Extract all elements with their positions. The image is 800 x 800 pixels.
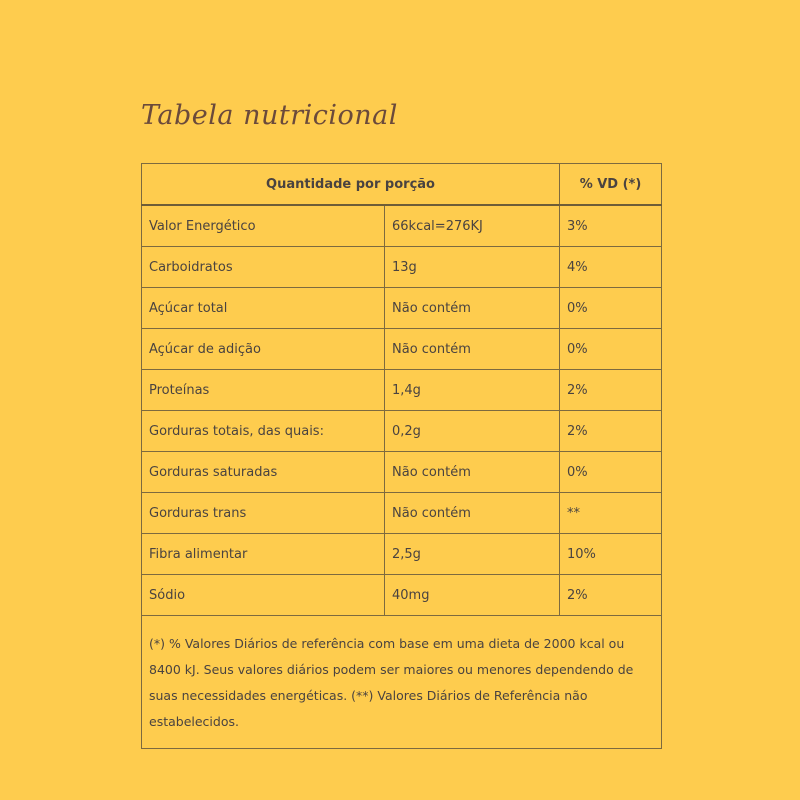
nutrition-table <box>141 163 662 749</box>
nutrient-amount: Não contém <box>385 493 560 534</box>
header-daily-value: % VD (*) <box>560 164 662 206</box>
nutrient-amount: 1,4g <box>385 370 560 411</box>
nutrient-amount: 40mg <box>385 575 560 616</box>
nutrient-amount: Não contém <box>385 288 560 329</box>
nutrient-name: Sódio <box>142 575 385 616</box>
nutrient-daily-value: 2% <box>560 575 662 616</box>
nutrient-daily-value: 0% <box>560 452 662 493</box>
nutrient-name: Gorduras totais, das quais: <box>142 411 385 452</box>
table-row <box>142 534 662 575</box>
table-row <box>142 205 662 247</box>
nutrient-daily-value: 0% <box>560 329 662 370</box>
table-row <box>142 370 662 411</box>
table-row <box>142 288 662 329</box>
footnote-text: (*) % Valores Diários de referência com base em uma dieta de 2000 kcal ou 8400 kJ. Seus valores diários podem ser maiores ou menores dependendo de suas necessidades energéticas. (**) Valores Diários de Referência não estabelecidos. <box>142 616 662 749</box>
nutrient-name: Açúcar total <box>142 288 385 329</box>
nutrient-daily-value: 2% <box>560 370 662 411</box>
nutrient-name: Carboidratos <box>142 247 385 288</box>
nutrient-daily-value: 0% <box>560 288 662 329</box>
nutrient-name: Valor Energético <box>142 205 385 247</box>
nutrient-daily-value: 10% <box>560 534 662 575</box>
nutrient-name: Gorduras saturadas <box>142 452 385 493</box>
page-title: Tabela nutricional <box>141 100 398 131</box>
nutrient-daily-value: 2% <box>560 411 662 452</box>
nutrient-amount: 13g <box>385 247 560 288</box>
table-row <box>142 329 662 370</box>
nutrient-daily-value: 4% <box>560 247 662 288</box>
nutrient-amount: 0,2g <box>385 411 560 452</box>
nutrient-name: Gorduras trans <box>142 493 385 534</box>
nutrient-amount: Não contém <box>385 452 560 493</box>
table-row <box>142 452 662 493</box>
nutrient-name: Fibra alimentar <box>142 534 385 575</box>
nutrient-name: Proteínas <box>142 370 385 411</box>
nutrient-name: Açúcar de adição <box>142 329 385 370</box>
table-row <box>142 493 662 534</box>
header-quantity-per-serving: Quantidade por porção <box>142 164 560 206</box>
nutrient-amount: 66kcal=276KJ <box>385 205 560 247</box>
table-header-row <box>142 164 662 206</box>
nutrient-daily-value: 3% <box>560 205 662 247</box>
table-row <box>142 575 662 616</box>
footnote-row <box>142 616 662 749</box>
table-row <box>142 411 662 452</box>
nutrient-amount: 2,5g <box>385 534 560 575</box>
table-row <box>142 247 662 288</box>
nutrient-daily-value: ** <box>560 493 662 534</box>
nutrient-amount: Não contém <box>385 329 560 370</box>
